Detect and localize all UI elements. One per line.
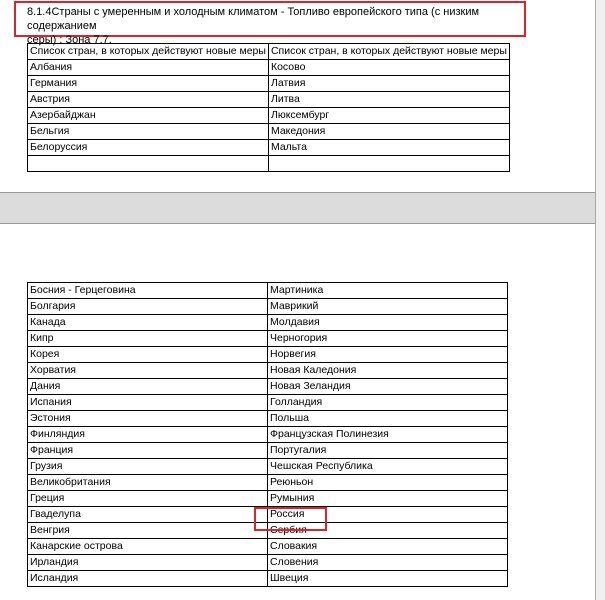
country-cell-left: Венгрия [28,523,268,539]
countries-table-top [27,43,510,172]
country-cell-right: Молдавия [268,315,508,331]
table-row [28,379,508,395]
country-cell-left [28,156,269,172]
country-cell-left: Бельгия [28,124,269,140]
country-cell-right: Мальта [268,140,509,156]
country-cell-left: Греция [28,491,268,507]
country-cell-right: Словакия [268,539,508,555]
country-cell-left: Азербайджан [28,108,269,124]
table-row [28,315,508,331]
country-cell-left: Германия [28,76,269,92]
country-cell-left: Финляндия [28,427,268,443]
table-row [28,283,508,299]
country-cell-left: Великобритания [28,475,268,491]
heading-line-2: серы) : Зона 7.7. [27,34,112,46]
country-cell-right: Французская Полинезия [268,427,508,443]
country-cell-right: Сербия [268,523,508,539]
country-cell-right [268,156,509,172]
page-right-margin [595,0,605,600]
country-cell-left: Испания [28,395,268,411]
country-cell-left: Франция [28,443,268,459]
country-cell-right: Мартиника [268,283,508,299]
country-cell-left: Ирландия [28,555,268,571]
country-cell-left: Кипр [28,331,268,347]
country-cell-right: Черногория [268,331,508,347]
country-cell-right: Реюньон [268,475,508,491]
country-cell-left: Дания [28,379,268,395]
country-cell-right: Норвегия [268,347,508,363]
country-cell-left: Белоруссия [28,140,269,156]
country-cell-right: Новая Зеландия [268,379,508,395]
country-cell-left: Канада [28,315,268,331]
country-cell-right: Швеция [268,571,508,587]
country-cell-right: Португалия [268,443,508,459]
country-cell-right: Словения [268,555,508,571]
table-row [28,92,510,108]
page-break [0,192,595,223]
country-cell-left: Гваделупа [28,507,268,523]
country-cell-right: Маврикий [268,299,508,315]
table-row [28,427,508,443]
table-row [28,60,510,76]
table-row [28,475,508,491]
table-row [28,108,510,124]
page-break-top-edge [0,192,595,193]
section-heading [27,5,527,47]
table-row [28,331,508,347]
table-row [28,491,508,507]
table-row [28,156,510,172]
table-row [28,299,508,315]
country-cell-right: Люксембург [268,108,509,124]
table-header-row [28,44,510,60]
russia-highlight-box [254,507,327,531]
country-cell-right: Литва [268,92,509,108]
table-row [28,571,508,587]
table-row [28,443,508,459]
country-cell-right: Голландия [268,395,508,411]
country-cell-left: Албания [28,60,269,76]
table-row [28,363,508,379]
countries-table-bottom [27,282,508,587]
table-row [28,124,510,140]
country-cell-right: Косово [268,60,509,76]
country-cell-left: Хорватия [28,363,268,379]
country-cell-left: Болгария [28,299,268,315]
table-row [28,395,508,411]
page-break-bottom-edge [0,223,595,224]
table-row [28,347,508,363]
country-cell-right: Новая Каледония [268,363,508,379]
page-right-edge [595,0,596,600]
table-row [28,411,508,427]
country-cell-left: Канарские острова [28,539,268,555]
country-cell-left: Корея [28,347,268,363]
table-row [28,140,510,156]
heading-line-1: 8.1.4Страны с умеренным и холодным климатом - Топливо европейского типа (с низким содержанием [27,6,480,32]
country-cell-left: Эстония [28,411,268,427]
country-cell-right: Латвия [268,76,509,92]
table-row [28,555,508,571]
country-cell-left: Грузия [28,459,268,475]
column-header-1: Список стран, в которых действуют новые меры [28,44,269,60]
table-row [28,76,510,92]
country-cell-right: Польша [268,411,508,427]
country-cell-right: Чешская Республика [268,459,508,475]
country-cell-right: Македония [268,124,509,140]
column-header-2: Список стран, в которых действуют новые меры [268,44,509,60]
country-cell-left: Исландия [28,571,268,587]
country-cell-left: Босния - Герцеговина [28,283,268,299]
country-cell-right: Россия [268,507,508,523]
table-row [28,539,508,555]
country-cell-left: Австрия [28,92,269,108]
table-row [28,459,508,475]
country-cell-right: Румыния [268,491,508,507]
